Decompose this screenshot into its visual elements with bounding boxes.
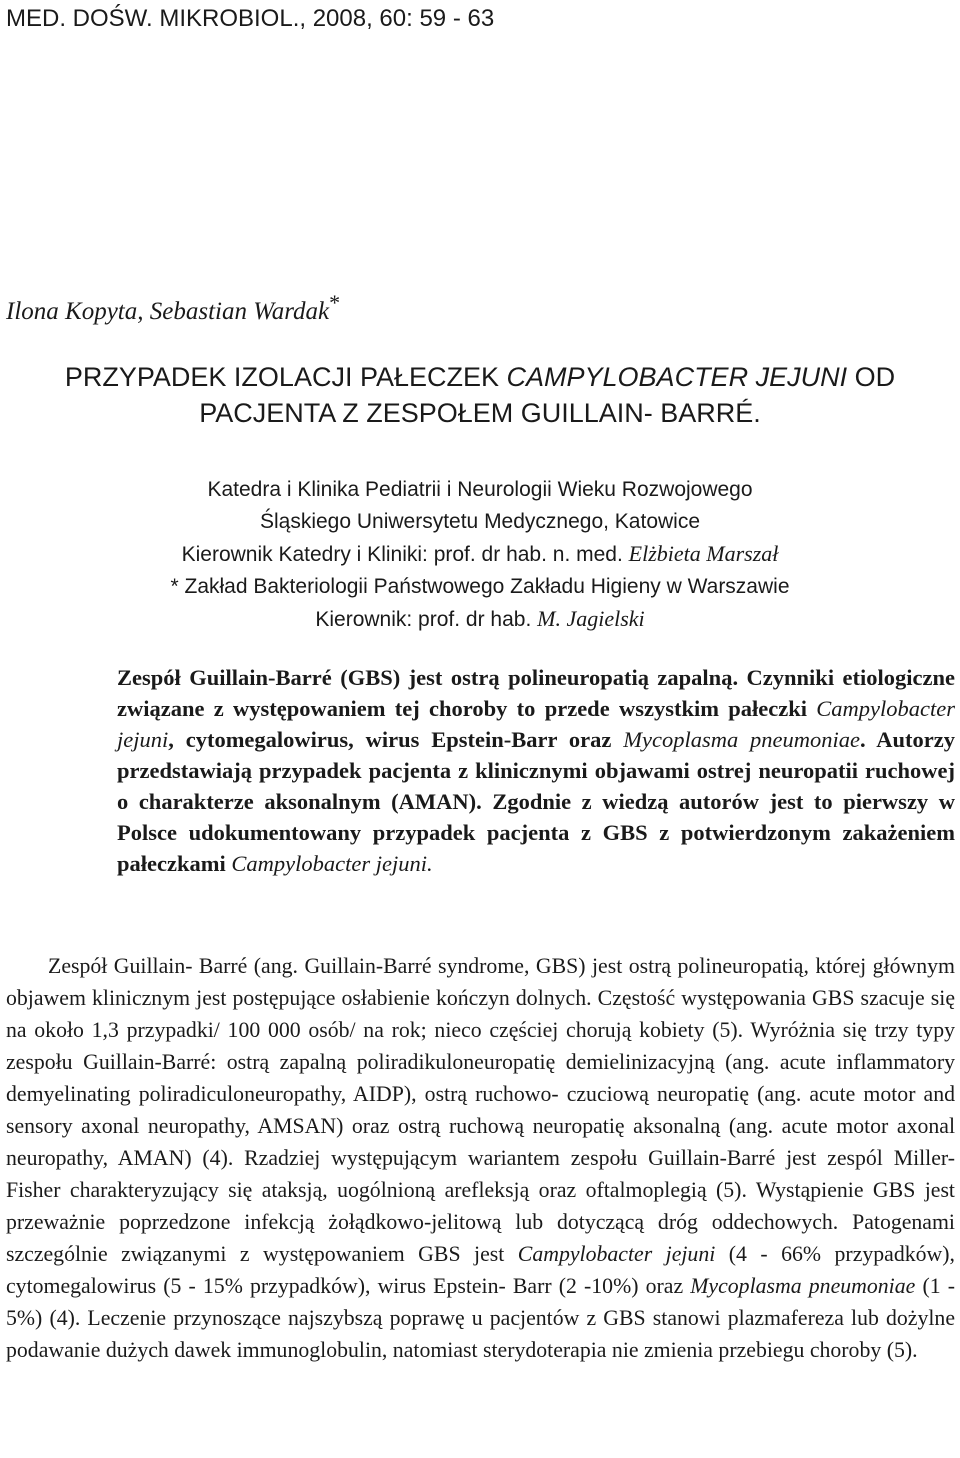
- title-organism: CAMPYLOBACTER JEJUNI: [506, 362, 848, 392]
- head-name: M. Jagielski: [537, 606, 645, 631]
- affiliation-line-3: Kierownik Katedry i Kliniki: prof. dr hab. n. med. Elżbieta Marszał: [181, 541, 779, 566]
- affiliations: [0, 474, 960, 636]
- affiliation-line-2: Śląskiego Uniwersytetu Medycznego, Katowice: [259, 510, 701, 533]
- journal-reference: MED. DOŚW. MIKROBIOL., 2008, 60: 59 - 63: [6, 5, 495, 32]
- affiliation-line-4: * Zakład Bakteriologii Państwowego Zakładu Higieny w Warszawie: [170, 575, 790, 598]
- title-line-2: PACJENTA Z ZESPOŁEM GUILLAIN- BARRÉ.: [199, 398, 761, 428]
- author-names: Ilona Kopyta, Sebastian Wardak: [6, 298, 330, 325]
- head-of-department-name: Elżbieta Marszał: [628, 541, 779, 566]
- author-list: [6, 290, 340, 326]
- title-line-1: PRZYPADEK IZOLACJI PAŁECZEK CAMPYLOBACTER JEJUNI OD: [64, 362, 896, 392]
- affiliation-line-5: Kierownik: prof. dr hab. M. Jagielski: [315, 606, 645, 631]
- article-title: [0, 359, 960, 431]
- affiliation-mark: *: [329, 290, 341, 315]
- affiliation-line-1: Katedra i Klinika Pediatrii i Neurologii Wieku Rozwojowego: [207, 478, 753, 501]
- abstract: Zespół Guillain-Barré (GBS) jest ostrą polineuropatią zapalną. Czynniki etiologiczne związane z występowaniem tej choroby to przede wszystkim pałeczki Campylobacter jejuni, cytomegalowirus, wirus Epstein-Barr oraz Mycoplasma pneumoniae. Autorzy przedstawiają przypadek pacjenta z klinicznymi objawami ostrej neuropatii ruchowej o charakterze aksonalnym (AMAN). Zgodnie z wiedzą autorów jest to pierwszy w Polsce udokumentowany przypadek pacjenta z GBS z potwierdzonym zakażeniem pałeczkami Campylobacter jejuni.: [117, 665, 955, 876]
- body-paragraph: Zespół Guillain- Barré (ang. Guillain-Barré syndrome, GBS) jest ostrą polineuropatią, której głównym objawem klinicznym jest postępujące osłabienie kończyn dolnych. Częstość występowania GBS szacuje się na około 1,3 przypadki/ 100 000 osób/ na rok; nieco częściej chorują kobiety (5). Wyróżnia się trzy typy zespołu Guillain-Barré: ostrą zapalną poliradikuloneuropatię demielinizacyjną (ang. acute inflammatory demyelinating poliradiculoneuropathy, AIDP), ostrą ruchowo- czuciową neuropatię (ang. acute motor and sensory axonal neuropathy, AMSAN) oraz ostrą ruchową neuropatię aksonalną (ang. acute motor axonal neuropathy, AMAN) (4). Rzadziej występującym wariantem zespołu Guillain-Barré jest zespól Miller-Fisher charakteryzujący się ataksją, uogólnioną arefleksją oraz oftalmoplegią (5). Wystąpienie GBS jest przeważnie poprzedzone infekcją żołądkowo-jelitową lub dotyczącą dróg oddechowych. Patogenami szczególnie związanymi z występowaniem GBS jest Campylobacter jejuni (4 - 66% przypadków), cytomegalowirus (5 - 15% przypadków), wirus Epstein- Barr (2 -10%) oraz Mycoplasma pneumoniae (1 - 5%) (4). Leczenie przynoszące najszybszą poprawę u pacjentów z GBS stanowi plazmafereza lub dożylne podawanie dużych dawek immunoglobulin, natomiast sterydoterapia nie zmienia przebiegu choroby (5).: [6, 954, 955, 1362]
- body-text: [6, 950, 955, 1366]
